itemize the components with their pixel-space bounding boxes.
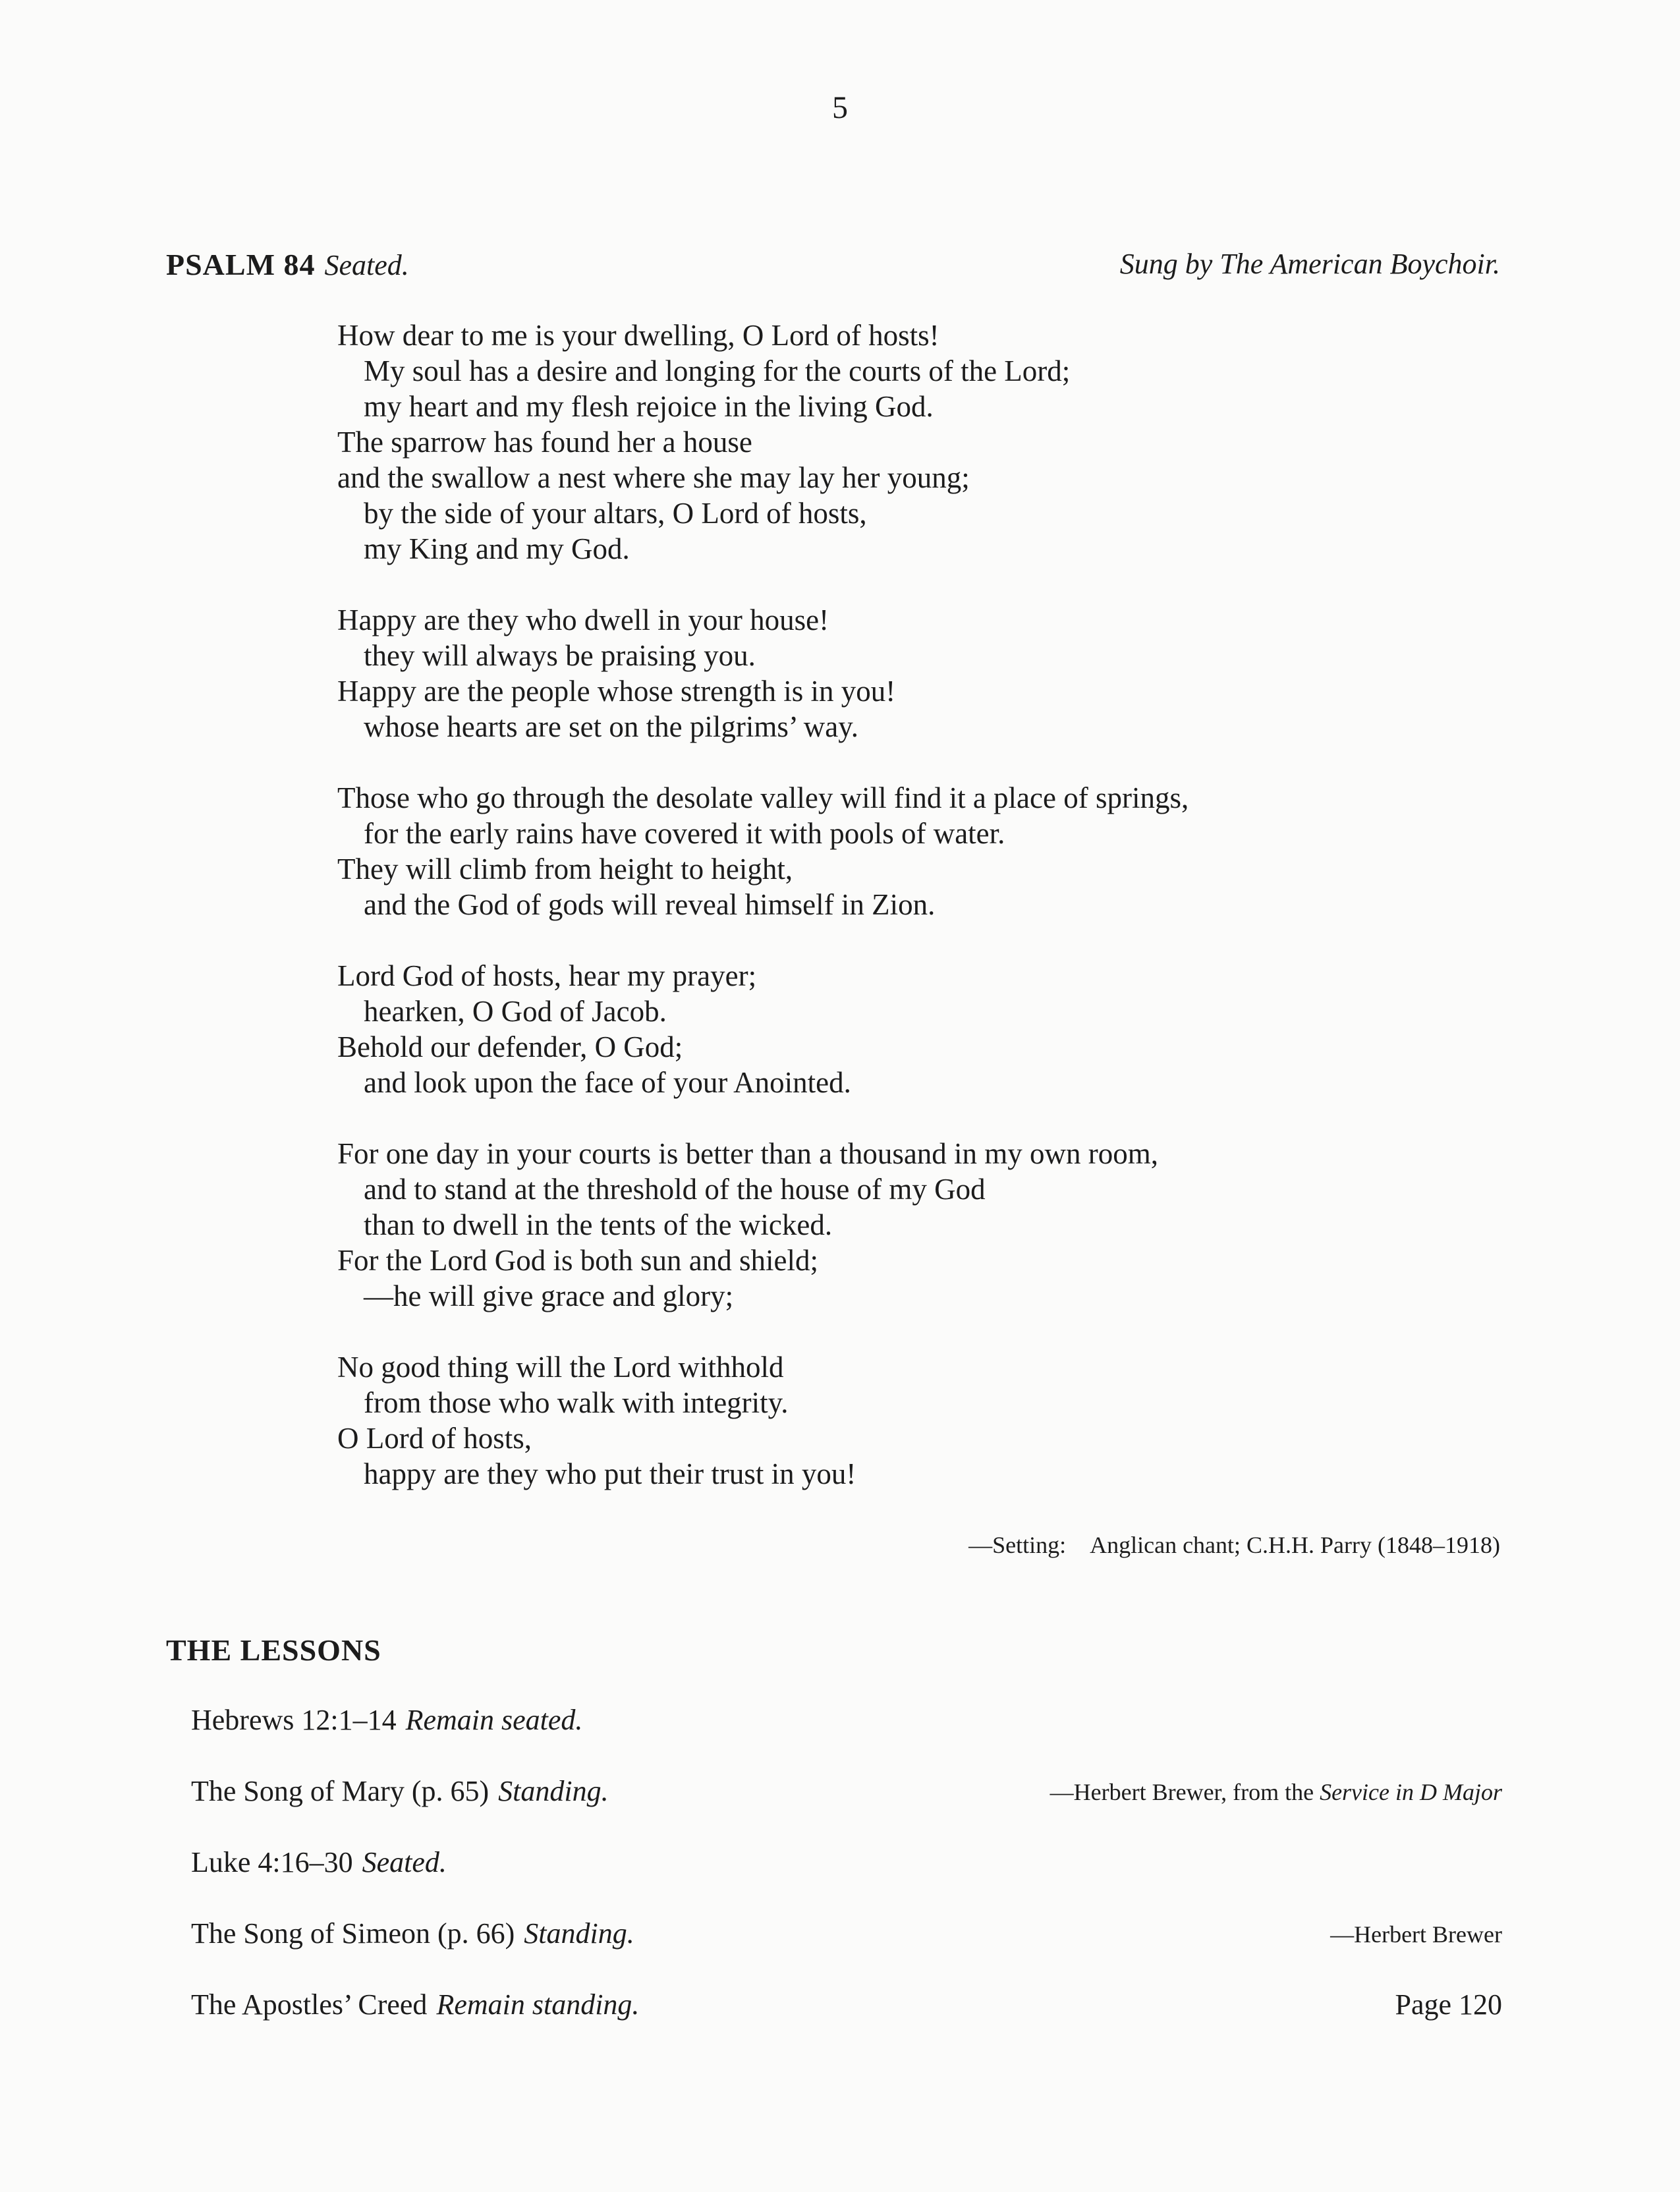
psalm-line: Behold our defender, O God; — [337, 1030, 683, 1063]
psalm-line: —he will give grace and glory; — [364, 1279, 734, 1312]
psalm-stanza — [337, 318, 1457, 567]
psalm-line: and look upon the face of your Anointed. — [364, 1066, 851, 1099]
psalm-line: For one day in your courts is better than a thousand in my own room, — [337, 1137, 1159, 1170]
psalm-line: Happy are they who dwell in your house! — [337, 604, 829, 636]
psalm-line: My soul has a desire and longing for the courts of the Lord; — [364, 354, 1071, 387]
lesson-title: The Song of Mary (p. 65) — [191, 1775, 490, 1807]
psalm-line: from those who walk with integrity. — [364, 1386, 789, 1419]
psalm-posture: Seated. — [324, 249, 409, 281]
psalm-line: than to dwell in the tents of the wicked. — [364, 1208, 833, 1241]
psalm-header — [166, 247, 1500, 287]
psalm-line: Those who go through the desolate valley will find it a place of springs, — [337, 781, 1189, 814]
psalm-line: The sparrow has found her a house — [337, 426, 752, 459]
psalm-line: For the Lord God is both sun and shield; — [337, 1244, 818, 1277]
psalm-stanza — [337, 1349, 1457, 1492]
psalm-line: my King and my God. — [364, 532, 630, 565]
credit-text: Page 120 — [1395, 1988, 1502, 2021]
lesson-item — [191, 1703, 1502, 1774]
psalm-line: Lord God of hosts, hear my prayer; — [337, 959, 757, 992]
lesson-posture: Standing. — [524, 1917, 634, 1950]
page-number: 5 — [832, 90, 848, 125]
lesson-item — [191, 1988, 1502, 2059]
lesson-title: The Song of Simeon (p. 66) — [191, 1917, 515, 1950]
psalm-setting — [968, 1531, 1500, 1559]
lesson-posture: Seated. — [362, 1846, 447, 1878]
psalm-line: and the God of gods will reveal himself in Zion. — [364, 888, 936, 921]
psalm-line: whose hearts are set on the pilgrims’ way. — [364, 710, 859, 743]
lesson-posture: Standing. — [498, 1775, 609, 1807]
psalm-line: and the swallow a nest where she may lay her young; — [337, 461, 970, 494]
psalm-line: happy are they who put their trust in you! — [364, 1457, 856, 1490]
psalm-line: No good thing will the Lord withhold — [337, 1351, 784, 1384]
psalm-line: How dear to me is your dwelling, O Lord of hosts! — [337, 319, 939, 352]
psalm-line: my heart and my flesh rejoice in the living God. — [364, 390, 934, 423]
psalm-line: They will climb from height to height, — [337, 853, 793, 885]
credit-text: —Herbert Brewer — [1330, 1921, 1502, 1948]
lesson-title: Hebrews 12:1–14 — [191, 1704, 397, 1736]
lesson-item — [191, 1917, 1502, 1988]
psalm-title: PSALM 84 — [166, 248, 316, 281]
lesson-title: Luke 4:16–30 — [191, 1846, 353, 1878]
credit-text: —Herbert Brewer, from the — [1050, 1779, 1320, 1805]
lesson-credit — [1050, 1778, 1502, 1806]
lesson-credit — [1330, 1921, 1502, 1948]
credit-work-title: Service in D Major — [1320, 1779, 1502, 1805]
lesson-item — [191, 1845, 1502, 1917]
psalm-stanza — [337, 602, 1457, 745]
lesson-item — [191, 1774, 1502, 1845]
psalm-line: for the early rains have covered it with pools of water. — [364, 817, 1005, 850]
psalm-sung-by: Sung by The American Boychoir. — [1119, 248, 1500, 280]
lesson-posture: Remain standing. — [436, 1988, 640, 2021]
psalm-line: and to stand at the threshold of the house of my God — [364, 1173, 986, 1206]
psalm-line: they will always be praising you. — [364, 639, 756, 672]
lessons-list — [191, 1703, 1502, 2059]
psalm-text — [337, 318, 1457, 1527]
setting-label: —Setting: — [968, 1532, 1067, 1558]
lesson-page-ref — [1395, 1988, 1502, 2021]
lesson-title: The Apostles’ Creed — [191, 1988, 428, 2021]
setting-text: Anglican chant; C.H.H. Parry (1848–1918) — [1090, 1532, 1500, 1558]
psalm-stanza — [337, 780, 1457, 922]
psalm-stanza — [337, 958, 1457, 1100]
psalm-line: by the side of your altars, O Lord of hosts, — [364, 497, 867, 530]
lessons-heading: THE LESSONS — [166, 1633, 381, 1667]
psalm-line: Happy are the people whose strength is in you! — [337, 675, 896, 708]
psalm-line: O Lord of hosts, — [337, 1422, 532, 1455]
psalm-line: hearken, O God of Jacob. — [364, 995, 667, 1028]
lesson-posture: Remain seated. — [405, 1704, 583, 1736]
psalm-stanza — [337, 1136, 1457, 1314]
